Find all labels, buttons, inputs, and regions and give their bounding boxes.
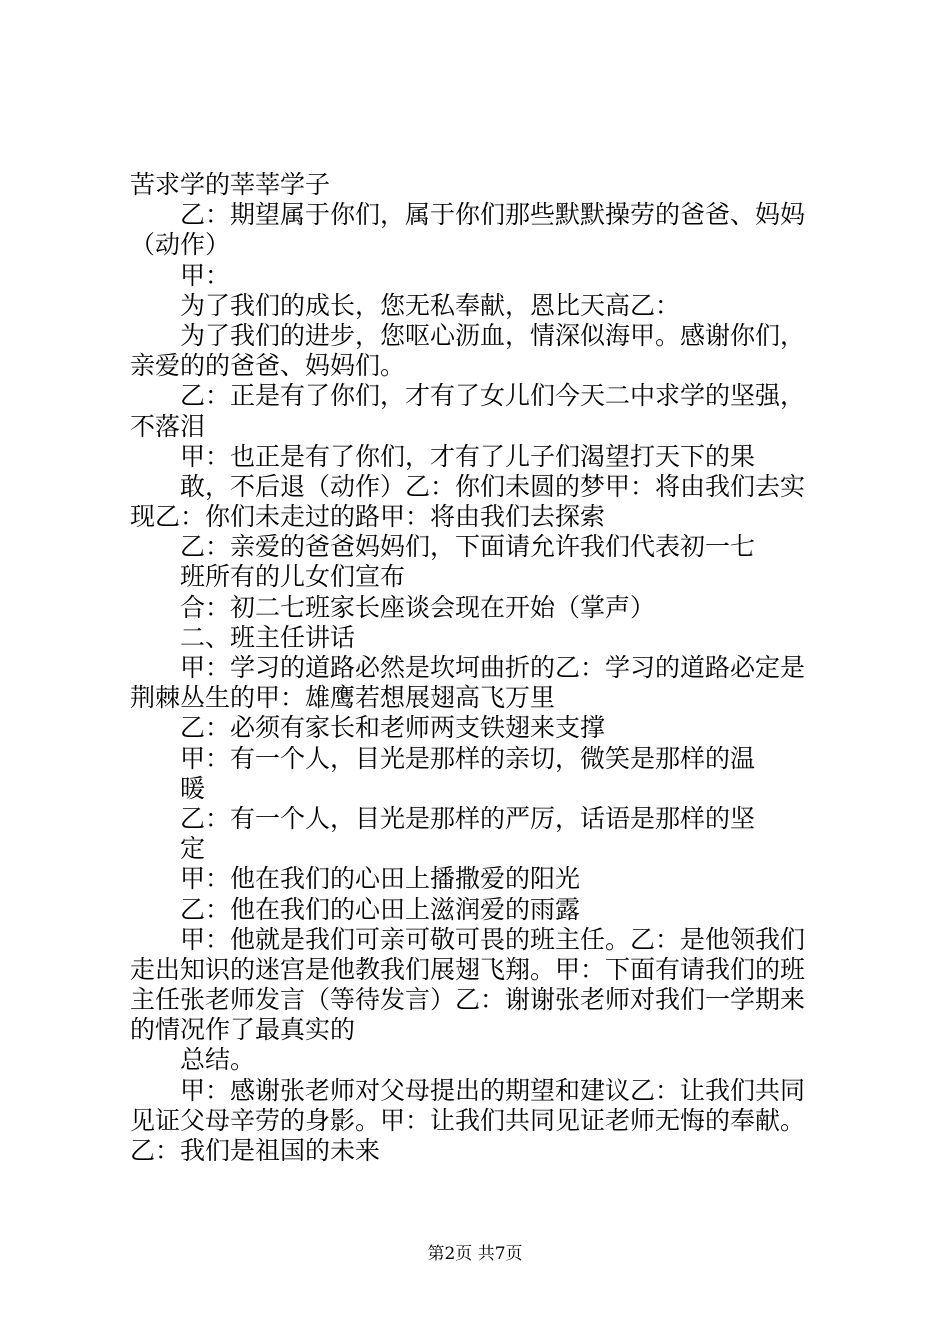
text-line: 主任张老师发言（等待发言）乙：谢谢张老师对我们一学期来	[130, 985, 806, 1015]
text-line: 甲：	[180, 260, 231, 290]
text-line: 亲爱的的爸爸、妈妈们。	[130, 351, 406, 381]
text-line: 乙：必须有家长和老师两支铁翅来支撑	[180, 713, 606, 743]
text-line: 敢，不后退（动作）乙：你们未圆的梦甲：将由我们去实	[180, 471, 806, 501]
text-line: 苦求学的莘莘学子	[130, 170, 331, 199]
text-line: 甲：学习的道路必然是坎坷曲折的乙：学习的道路必定是	[180, 653, 806, 682]
text-line: 见证父母辛劳的身影。甲：让我们共同见证老师无悔的奉献。	[130, 1105, 806, 1135]
text-line: 甲：他就是我们可亲可敬可畏的班主任。乙：是他领我们	[180, 924, 806, 954]
text-line: 合：初二七班家长座谈会现在开始（掌声）	[180, 592, 656, 622]
text-line: 不落泪	[130, 411, 206, 441]
text-line: 乙：亲爱的爸爸妈妈们，下面请允许我们代表初一七	[180, 532, 756, 562]
text-line: 甲：他在我们的心田上播撒爱的阳光	[180, 864, 581, 894]
text-line: 二、班主任讲话	[180, 622, 356, 652]
text-line: 甲：有一个人，目光是那样的亲切，微笑是那样的温	[180, 743, 756, 773]
text-line: 现乙：你们未走过的路甲：将由我们去探索	[130, 502, 606, 532]
text-line: 乙：正是有了你们，才有了女儿们今天二中求学的坚强，	[180, 381, 806, 411]
text-line: 甲：也正是有了你们，才有了儿子们渴望打天下的果	[180, 441, 756, 471]
text-line: 走出知识的迷宫是他教我们展翅飞翔。甲：下面有请我们的班	[130, 954, 806, 984]
page-number-footer: 第2页 共7页	[427, 1244, 523, 1264]
text-line: 乙：有一个人，目光是那样的严厉，话语是那样的坚	[180, 803, 756, 833]
text-line: 暖	[180, 773, 206, 803]
document-body	[130, 170, 840, 1166]
text-line: 总结。	[180, 1045, 256, 1075]
text-line: 乙：期望属于你们，属于你们那些默默操劳的爸爸、妈妈	[180, 200, 806, 230]
text-line: （动作）	[130, 230, 231, 260]
text-line: 定	[180, 834, 206, 864]
text-line: 乙：他在我们的心田上滋润爱的雨露	[180, 894, 581, 924]
text-line: 甲：感谢张老师对父母提出的期望和建议乙：让我们共同	[180, 1075, 806, 1105]
text-line: 的情况作了最真实的	[130, 1015, 356, 1045]
text-line: 为了我们的成长，您无私奉献，恩比天高乙：	[180, 290, 681, 320]
text-line: 班所有的儿女们宣布	[180, 562, 406, 592]
text-line: 荆棘丛生的甲：雄鹰若想展翅高飞万里	[130, 683, 556, 713]
text-line: 为了我们的进步，您呕心沥血，情深似海甲。感谢你们，	[180, 320, 806, 350]
text-line: 乙：我们是祖国的未来	[130, 1136, 381, 1165]
